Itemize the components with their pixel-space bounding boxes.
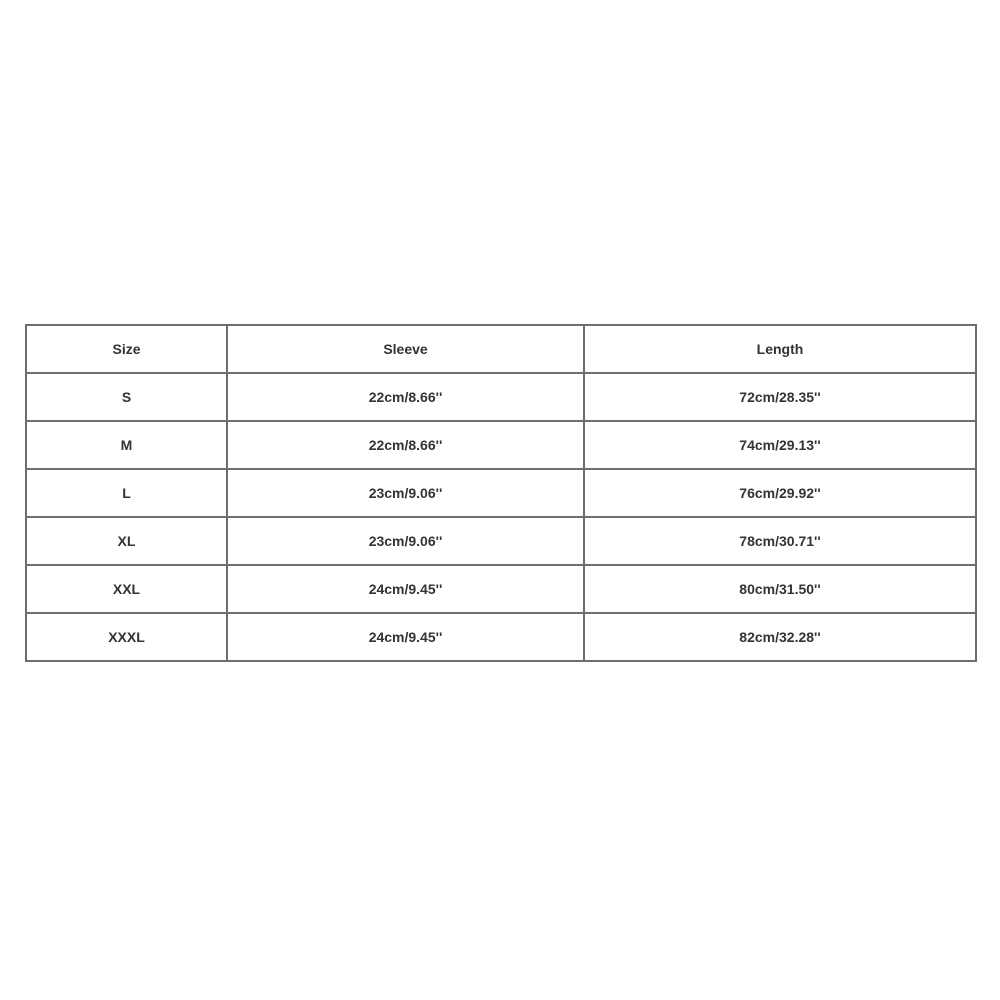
length-cell: 72cm/28.35'' xyxy=(584,373,976,421)
table-row xyxy=(26,517,976,565)
sleeve-cell: 24cm/9.45'' xyxy=(227,565,584,613)
sleeve-cell: 22cm/8.66'' xyxy=(227,421,584,469)
header-size: Size xyxy=(26,325,227,373)
header-sleeve: Sleeve xyxy=(227,325,584,373)
table-row xyxy=(26,565,976,613)
length-cell: 80cm/31.50'' xyxy=(584,565,976,613)
size-cell: XL xyxy=(26,517,227,565)
length-cell: 74cm/29.13'' xyxy=(584,421,976,469)
size-cell: XXXL xyxy=(26,613,227,661)
size-cell: S xyxy=(26,373,227,421)
length-cell: 82cm/32.28'' xyxy=(584,613,976,661)
table-row xyxy=(26,613,976,661)
sleeve-cell: 22cm/8.66'' xyxy=(227,373,584,421)
sleeve-cell: 24cm/9.45'' xyxy=(227,613,584,661)
table-row xyxy=(26,421,976,469)
size-cell: L xyxy=(26,469,227,517)
length-cell: 78cm/30.71'' xyxy=(584,517,976,565)
sleeve-cell: 23cm/9.06'' xyxy=(227,469,584,517)
table-header-row xyxy=(26,325,976,373)
size-chart-table xyxy=(25,324,977,662)
table-row xyxy=(26,373,976,421)
size-cell: M xyxy=(26,421,227,469)
size-cell: XXL xyxy=(26,565,227,613)
table-row xyxy=(26,469,976,517)
sleeve-cell: 23cm/9.06'' xyxy=(227,517,584,565)
header-length: Length xyxy=(584,325,976,373)
length-cell: 76cm/29.92'' xyxy=(584,469,976,517)
